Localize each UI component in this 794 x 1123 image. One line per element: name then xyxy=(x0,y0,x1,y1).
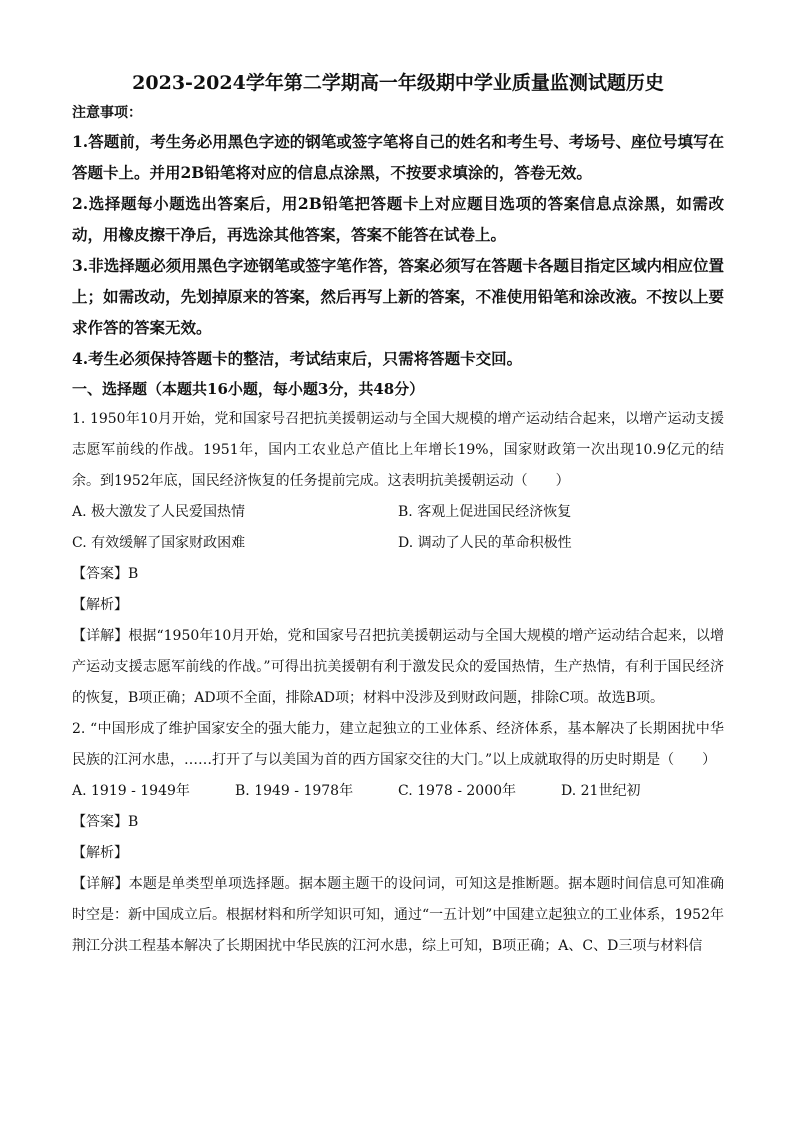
answer-label: 【答案】B xyxy=(72,814,139,830)
analysis-label: 【解析】 xyxy=(72,597,128,613)
option-a: A. 1919 - 1949年 xyxy=(72,783,190,799)
notice-item-4: 4.考生必须保持答题卡的整洁，考试结束后，只需将答题卡交回。 xyxy=(72,349,523,368)
notice-item-2: 2.选择题每小题选出答案后，用2B铅笔把答题卡上对应题目选项的答案信息点涂黑，如需改动，用橡皮擦干净后，再选涂其他答案，答案不能答在试卷上。 xyxy=(72,194,724,244)
page-title: 2023-2024学年第二学期高一年级期中学业质量监测试题历史 xyxy=(132,72,664,94)
question-options xyxy=(72,776,724,807)
document-page xyxy=(72,68,724,962)
option-a: A. 极大激发了人民爱国热情 xyxy=(72,504,246,520)
answer-label: 【答案】B xyxy=(72,566,139,582)
option-c: C. 有效缓解了国家财政困难 xyxy=(72,535,246,551)
option-d: D. 21世纪初 xyxy=(561,783,641,799)
notice-heading: 注意事项： xyxy=(72,105,142,121)
option-c: C. 1978 - 2000年 xyxy=(398,783,517,799)
detail-explanation: 【详解】根据“1950年10月开始，党和国家号召把抗美援朝运动与全国大规模的增产运动结合起来，以增产运动支援志愿军前线的作战。”可得出抗美援朝有利于激发民众的爱国热情，生产热情，有利于国民经济的恢复，B项正确；AD项不全面，排除AD项；材料中没涉及到财政问题，排除C项。故选B项。 xyxy=(72,628,724,706)
question-stem: 2. “中国形成了维护国家安全的强大能力，建立起独立的工业体系、经济体系，基本解决了长期困扰中华民族的江河水患，……打开了与以美国为首的西方国家交往的大门。”以上成就取得的历史时期是（ ） xyxy=(72,721,724,768)
notice-section xyxy=(72,100,724,374)
notice-item-1: 1.答题前，考生务必用黑色字迹的钢笔或签字笔将自己的姓名和考生号、考场号、座位号填写在答题卡上。并用2B铅笔将对应的信息点涂黑，不按要求填涂的，答卷无效。 xyxy=(72,132,724,182)
option-b: B. 客观上促进国民经济恢复 xyxy=(398,504,572,520)
analysis-label: 【解析】 xyxy=(72,845,128,861)
question-options xyxy=(72,497,724,559)
question-stem: 1. 1950年10月开始，党和国家号召把抗美援朝运动与全国大规模的增产运动结合起来，以增产运动支援志愿军前线的作战。1951年，国内工农业总产值比上年增长19%，国家财政第一次出现10.9亿元的结余。到1952年底，国民经济恢复的任务提前完成。这表明抗美援朝运动（ ） xyxy=(72,411,724,489)
section-title: 一、选择题（本题共16小题，每小题3分，共48分） xyxy=(72,380,425,398)
option-b: B. 1949 - 1978年 xyxy=(235,783,354,799)
notice-item-3: 3.非选择题必须用黑色字迹钢笔或签字笔作答，答案必须写在答题卡各题目指定区域内相应位置上；如需改动，先划掉原来的答案，然后再写上新的答案，不准使用铅笔和涂改液。不按以上要求作答的答案无效。 xyxy=(72,256,724,337)
question-2 xyxy=(72,714,724,962)
question-1 xyxy=(72,404,724,714)
detail-explanation: 【详解】本题是单类型单项选择题。据本题主题干的设问词，可知这是推断题。据本题时间信息可知准确时空是：新中国成立后。根据材料和所学知识可知，通过“一五计划”中国建立起独立的工业体系，1952年荆江分洪工程基本解决了长期困扰中华民族的江河水患，综上可知，B项正确；A、C、D三项与材料信 xyxy=(72,876,724,954)
option-d: D. 调动了人民的革命积极性 xyxy=(398,535,572,551)
